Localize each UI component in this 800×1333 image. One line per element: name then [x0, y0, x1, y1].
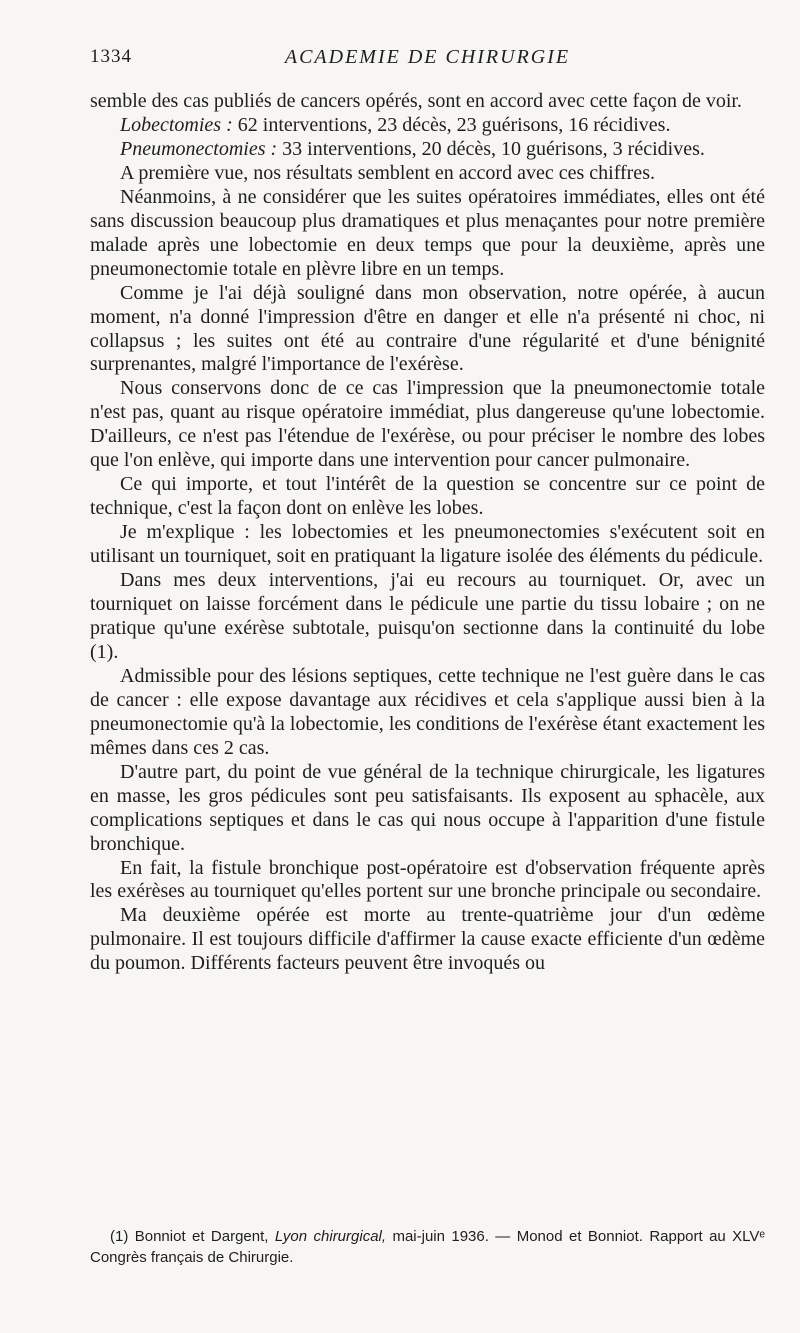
paragraph: Ma deuxième opérée est morte au trente-quatrième jour d'un œdème pulmonaire. Il est toujours difficile d'affirmer la cause exacte efficiente d'un œdème du poumon. Différents facteurs peuvent être invoqués ou [90, 904, 765, 975]
page-number: 1334 [90, 46, 132, 67]
body-text [90, 90, 765, 976]
footnote [90, 1226, 765, 1268]
paragraph: Admissible pour des lésions septiques, cette technique ne l'est guère dans le cas de cancer : elle expose davantage aux récidives et cela s'applique aussi bien à la pneumonectomie qu'à la lobectomie, les conditions de l'exérèse étant exactement les mêmes dans ces 2 cas. [90, 664, 765, 759]
paragraph-lobectomies [90, 114, 765, 138]
lobectomies-label: Lobectomies : [120, 113, 233, 136]
footnote-journal: Lyon chirurgical, [274, 1228, 387, 1245]
paragraph: semble des cas publiés de cancers opérés, sont en accord avec cette façon de voir. [90, 90, 742, 112]
footnote-authors: (1) Bonniot et Dargent, [110, 1228, 275, 1245]
page-header [90, 46, 765, 74]
paragraph: Ce qui importe, et tout l'intérêt de la question se concentre sur ce point de technique, c'est la façon dont on enlève les lobes. [90, 473, 765, 520]
paragraph: D'autre part, du point de vue général de la technique chirurgicale, les ligatures en masse, les gros pédicules sont peu satisfaisants. Ils exposent au sphacèle, aux complications septiques et dans le cas qui nous occupe à l'apparition d'une fistule bronchique. [90, 760, 765, 855]
running-title: ACADEMIE DE CHIRURGIE [284, 46, 571, 68]
pneumonectomies-label: Pneumonectomies : [120, 137, 278, 160]
paragraph: Comme je l'ai déjà souligné dans mon observation, notre opérée, à aucun moment, n'a donné l'impression d'être en danger et elle n'a présenté ni choc, ni collapsus ; les suites ont été au contraire d'une régularité et d'une bénignité surprenantes, malgré l'importance de l'exérèse. [90, 281, 765, 376]
lobectomies-stats: 62 interventions, 23 décès, 23 guérisons, 16 récidives. [232, 113, 671, 136]
paragraph-pneumonectomies [90, 138, 765, 162]
paragraph: Dans mes deux interventions, j'ai eu recours au tourniquet. Or, avec un tourniquet on laisse forcément dans le pédicule une partie du tissu lobaire ; on ne pratique qu'une exérèse subtotale, puisqu'on sectionne dans la continuité du lobe (1). [90, 569, 765, 663]
paragraph: Nous conservons donc de ce cas l'impression que la pneumonectomie totale n'est pas, quant au risque opératoire immédiat, plus dangereuse qu'une lobectomie. D'ailleurs, ce n'est pas l'étendue de l'exérèse, ou pour préciser le nombre des lobes que l'on enlève, qui importe dans une intervention pour cancer pulmonaire. [90, 377, 765, 472]
footnote-text [90, 1226, 765, 1268]
paragraph: A première vue, nos résultats semblent en accord avec ces chiffres. [120, 161, 655, 184]
paragraph: Néanmoins, à ne considérer que les suites opératoires immédiates, elles ont été sans discussion beaucoup plus dramatiques et plus menaçantes pour notre première malade après une lobectomie en deux temps que pour la deuxième, après une pneumonectomie totale en plèvre libre en un temps. [90, 185, 765, 280]
paragraph: Je m'explique : les lobectomies et les pneumonectomies s'exécutent soit en utilisant un tourniquet, soit en pratiquant la ligature isolée des éléments du pédicule. [90, 521, 765, 568]
paragraph: En fait, la fistule bronchique post-opératoire est d'observation fréquente après les exérèses au tourniquet qu'elles portent sur une bronche principale ou secondaire. [90, 856, 765, 903]
pneumonectomies-stats: 33 interventions, 20 décès, 10 guérisons, 3 récidives. [277, 137, 705, 160]
footnote-rest: mai-juin 1936. — Monod et Bonniot. Rapport au XLVᵉ Congrès français de Chirurgie. [90, 1228, 765, 1266]
